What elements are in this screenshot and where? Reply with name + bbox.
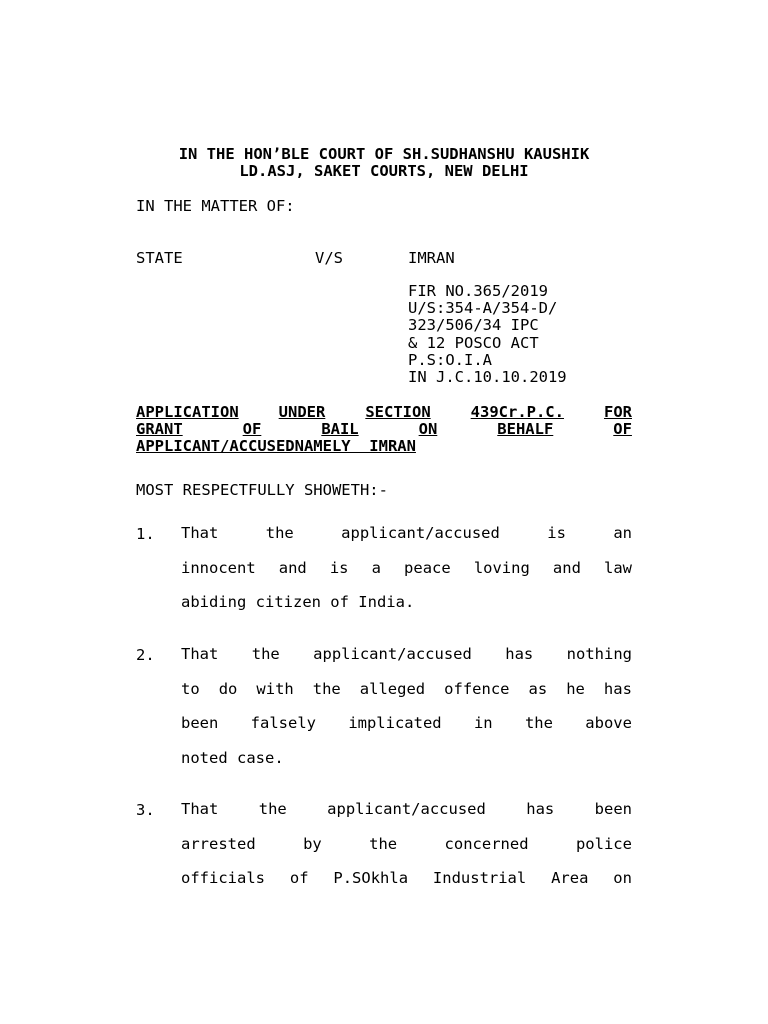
word: and [552,558,581,577]
word: APPLICATION [136,403,239,421]
word: That [181,524,219,542]
paragraph-line [181,870,632,887]
word: applicant/accused [313,645,472,663]
showeth-label: MOST RESPECTFULLY SHOWETH:- [136,481,388,499]
application-title-line-1 [136,404,632,421]
word: That [181,645,219,663]
word: police [575,834,632,853]
word: and [278,558,307,577]
word: SECTION [365,403,431,421]
word: a [371,558,381,577]
word: he [566,679,585,698]
paragraph-line [181,525,632,542]
word: the [524,714,553,733]
word: GRANT [136,420,183,438]
court-heading-line-2: LD.ASJ, SAKET COURTS, NEW DELHI [239,162,529,180]
word: by [303,834,322,853]
word: alleged [359,679,426,698]
word: to [181,679,200,698]
word: BEHALF [497,420,554,438]
word: the [258,800,287,818]
word: abiding citizen of India. [181,593,415,612]
word: nothing [566,645,632,663]
word: OF [242,420,262,438]
word: BAIL [321,420,359,438]
word: has [505,645,534,663]
word: been [594,800,632,818]
case-detail-line: U/S:354-A/354-D/ [408,299,558,318]
word: arrested [181,834,256,853]
application-title-line-3: APPLICANT/ACCUSEDNAMELY IMRAN [136,437,416,455]
word: is [329,558,349,577]
case-detail-line: IN J.C.10.10.2019 [408,368,567,387]
word: on [613,869,632,888]
paragraph-number: 3. [136,801,155,819]
paragraph-line [181,560,632,577]
application-title-line-2 [136,421,632,438]
word: offence [444,679,510,698]
word: of [289,869,309,888]
word: with [256,679,294,698]
paragraph-line [181,836,632,853]
case-detail-line: 323/506/34 IPC [408,316,539,335]
word: an [613,524,632,542]
word: That [181,800,219,818]
word: above [585,714,632,733]
paragraph-line [181,715,632,732]
word: Industrial [432,869,527,888]
word: ON [418,420,438,438]
case-detail-line: P.S:O.I.A [408,350,492,369]
word: noted case. [181,749,284,768]
paragraph-line [181,681,632,698]
case-detail-line: FIR NO.365/2019 [408,282,548,300]
word: has [526,800,555,818]
word: applicant/accused [341,524,500,542]
word: been [181,714,219,733]
word: the [312,679,341,698]
word: concerned [444,834,529,853]
word: in [473,714,493,733]
matter-label: IN THE MATTER OF: [136,197,295,215]
word: officials [181,869,265,888]
word: OF [613,420,632,438]
court-heading-line-1: IN THE HON’BLE COURT OF SH.SUDHANSHU KAUSHIK [178,145,590,163]
word: FOR [603,403,632,421]
word: law [604,558,632,577]
word: 439Cr.P.C. [470,403,564,421]
word: innocent [181,558,256,577]
party-accused: IMRAN [408,249,455,267]
word: falsely [250,714,316,733]
paragraph-line [181,801,632,818]
paragraph-line [181,646,632,663]
word: P.SOkhla [333,869,409,888]
word: the [369,834,398,853]
word: applicant/accused [327,800,486,818]
word: Area [551,869,589,888]
word: do [218,679,238,698]
word: peace [404,558,451,577]
word: implicated [348,714,442,733]
paragraph-line [181,750,632,767]
paragraph-line [181,594,632,611]
case-detail-line: & 12 POSCO ACT [408,333,539,352]
case-details [408,283,567,386]
party-versus: V/S [315,249,343,267]
word: has [603,679,632,698]
paragraph-number: 2. [136,646,155,664]
word: as [528,679,548,698]
application-title [136,404,632,455]
word: the [251,645,280,663]
word: loving [473,558,530,577]
word: UNDER [278,403,326,421]
word: is [547,524,566,542]
word: the [265,524,294,542]
paragraph-number: 1. [136,525,155,543]
party-state: STATE [136,249,183,267]
